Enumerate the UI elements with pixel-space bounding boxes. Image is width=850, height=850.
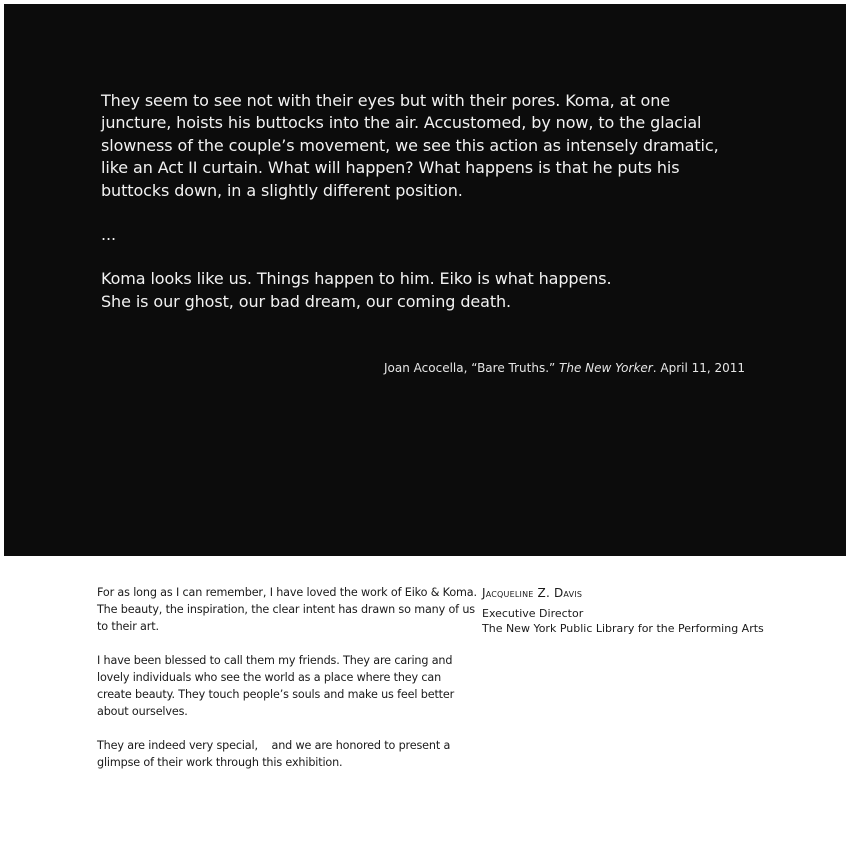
quote-line: She is our ghost, our bad dream, our coming death. (101, 291, 512, 311)
signatory-name: Jacqueline Z. Davis (482, 586, 583, 600)
signatory-organization: The New York Public Library for the Performing Arts (482, 622, 764, 635)
director-letter (97, 584, 477, 788)
pull-quote (101, 90, 741, 335)
quote-paragraph: They seem to see not with their eyes but with their pores. Koma, at one juncture, hoists his buttocks into the air. Accustomed, by now, to the glacial slowness of the couple’s movement, we see this action as intensely dramatic, like an Act II curtain. What will happen? What happens is that he puts his buttocks down, in a slightly different position. (101, 91, 719, 200)
quote-citation (384, 360, 784, 376)
signatory-title: Executive Director (482, 607, 584, 620)
citation-date: . April 11, 2011 (652, 361, 746, 375)
quote-ellipsis: ... (101, 225, 116, 245)
letter-paragraph: They are indeed very special, and we are honored to present a glimpse of their work through this exhibition. (97, 739, 454, 769)
citation-author: Joan Acocella, “Bare Truths.” (384, 361, 560, 375)
quote-line: Koma looks like us. Things happen to him. Eiko is what happens. (101, 269, 612, 289)
signature-block (482, 585, 782, 636)
letter-paragraph: For as long as I can remember, I have loved the work of Eiko & Koma. The beauty, the inspiration, the clear intent has drawn so many of us to their art. (97, 586, 477, 633)
letter-paragraph: I have been blessed to call them my friends. They are caring and lovely individuals who see the world as a place where they can create beauty. They touch people’s souls and make us feel better about ourselves. (97, 654, 455, 718)
citation-publication: The New Yorker (559, 361, 653, 375)
